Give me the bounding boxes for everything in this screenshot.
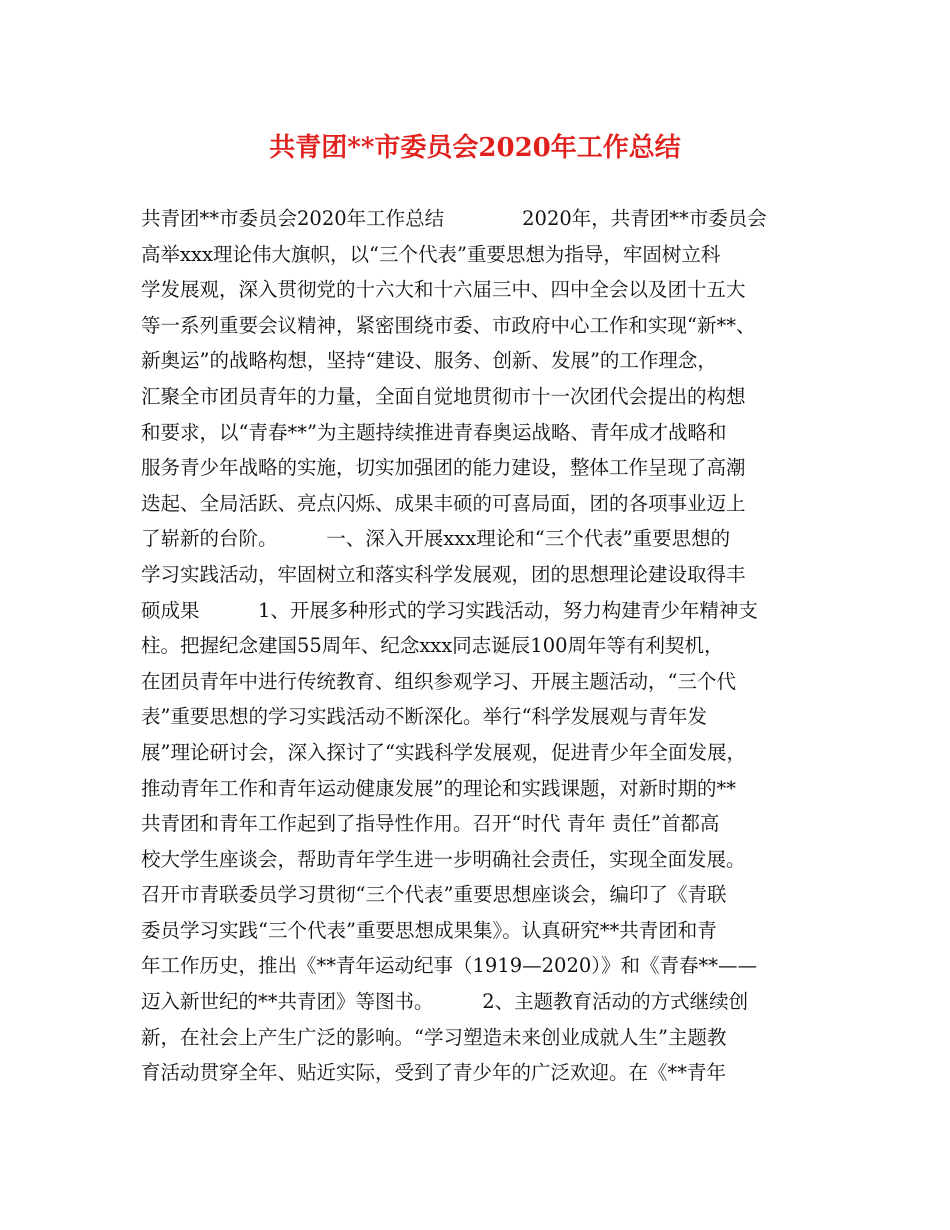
body-line: 新奥运”的战略构想，坚持“建设、服务、创新、发展”的工作理念， (141, 349, 717, 373)
body-line: 汇聚全市团员青年的力量，全面自觉地贯彻市十一次团代会提出的构想 (141, 384, 746, 408)
body-line: 等一系列重要会议精神，紧密围绕市委、市政府中心工作和实现“新**、 (141, 313, 756, 337)
body-line: 在团员青年中进行传统教育、组织参观学习、开展主题活动，“三个代 (141, 669, 736, 693)
body-line: 共青团**市委员会2020年工作总结 2020年，共青团**市委员会 (141, 207, 767, 230)
body-line: 推动青年工作和青年运动健康发展”的理论和实践课题，对新时期的** (141, 776, 736, 800)
body-line: 了崭新的台阶。 一、深入开展xxx理论和“三个代表”重要思想的 (141, 527, 731, 551)
body-line: 学习实践活动，牢固树立和落实科学发展观，团的思想理论建设取得丰 (141, 562, 746, 586)
body-line: 迈入新世纪的**共青团》等图书。 2、主题教育活动的方式继续创 (141, 990, 749, 1014)
body-line: 共青团和青年工作起到了指导性作用。召开“时代 青年 责任”首都高 (141, 812, 720, 836)
body-line: 年工作历史，推出《**青年运动纪事（1919—2020）》和《青春**—— (141, 954, 758, 978)
body-line: 召开市青联委员学习贯彻“三个代表”重要思想座谈会，编印了《青联 (141, 883, 727, 907)
body-line: 迭起、全局活跃、亮点闪烁、成果丰硕的可喜局面，团的各项事业迈上 (141, 491, 746, 515)
body-line: 新，在社会上产生广泛的影响。“学习塑造未来创业成就人生”主题教 (141, 1025, 727, 1049)
document-title: 共青团**市委员会2020年工作总结 (269, 133, 681, 163)
body-line: 育活动贯穿全年、贴近实际，受到了青少年的广泛欢迎。在《**青年 (141, 1061, 727, 1085)
body-line: 服务青少年战略的实施，切实加强团的能力建设，整体工作呈现了高潮 (141, 456, 746, 480)
body-line: 委员学习实践“三个代表”重要思想成果集》。认真研究**共青团和青 (141, 918, 717, 942)
body-line: 表”重要思想的学习实践活动不断深化。举行“科学发展观与青年发 (141, 705, 707, 729)
body-line: 高举xxx理论伟大旗帜，以“三个代表”重要思想为指导，牢固树立科 (141, 242, 721, 266)
body-line: 学发展观，深入贯彻党的十六大和十六届三中、四中全会以及团十五大 (141, 278, 746, 302)
body-line: 柱。把握纪念建国55周年、纪念xxx同志诞辰100周年等有利契机， (141, 634, 724, 658)
body-line: 和要求，以“青春**”为主题持续推进青春奥运战略、青年成才战略和 (141, 420, 727, 444)
body-line: 硕成果 1、开展多种形式的学习实践活动，努力构建青少年精神支 (141, 598, 758, 622)
document-body (141, 201, 831, 1091)
body-line: 校大学生座谈会，帮助青年学生进一步明确社会责任，实现全面发展。 (141, 847, 746, 871)
body-line: 展”理论研讨会，深入探讨了“实践科学发展观，促进青少年全面发展， (141, 740, 746, 764)
